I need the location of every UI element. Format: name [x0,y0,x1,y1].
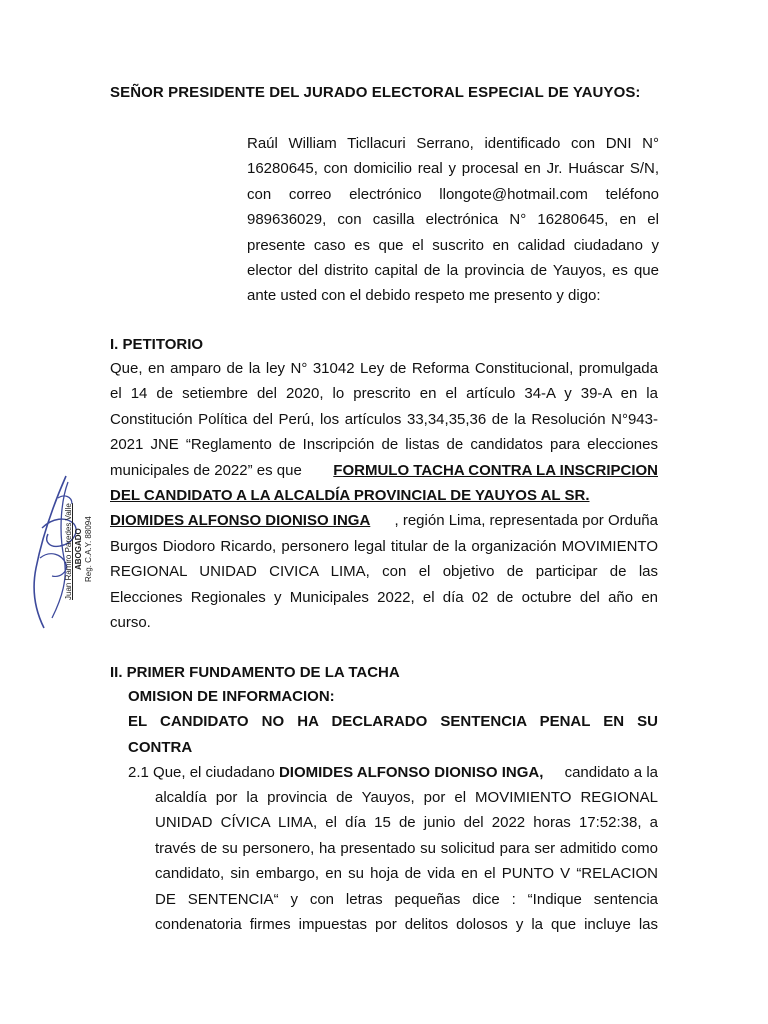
item-line: condenatoria firmes impuestas por delitos dolosos y la que incluye las [155,915,658,933]
item-2-1-body [155,785,658,937]
item-line: candidato, sin embargo, en su hoja de vida en el PUNTO V “RELACION [155,865,658,883]
item-line: DE SENTENCIA“ y con letras pequeñas dice : “Indique sentencia [155,890,658,908]
intro-line: Raúl William Ticllacuri Serrano, identificado con DNI N° [247,135,659,152]
item-line: través de su personero, ha presentado su solicitud para ser admitido como [155,839,658,857]
intro-line: presente caso es que el suscrito en calidad ciudadano y [247,236,659,254]
intro-line: ante usted con el debido respeto me presento y digo: [247,287,601,305]
document-heading: SEÑOR PRESIDENTE DEL JURADO ELECTORAL ESPECIAL DE YAUYOS: [110,84,641,101]
fundamento-subtitle [128,684,658,760]
petitorio-line: Elecciones Regionales y Municipales 2022, el día 02 de octubre del año en [110,588,658,606]
petitorio-tacha-text: FORMULO TACHA CONTRA LA INSCRIPCION [333,461,658,479]
item-line: alcaldía por la provincia de Yauyos, por el MOVIMIENTO REGIONAL [155,789,658,806]
petitorio-line [110,483,658,508]
item-number: 2.1 [128,764,149,781]
petitorio-line: Que, en amparo de la ley N° 31042 Ley de Reforma Constitucional, promulgada [110,360,658,377]
petitorio-line: REGIONAL UNIDAD CIVICA LIMA, con el objetivo de participar de las [110,563,658,581]
candidate-name: DIOMIDES ALFONSO DIONISO INGA [110,512,371,530]
stamp-lawyer-name: Juan Ramiro Paredes Valle [64,503,73,600]
petitorio-line-rest: , región Lima, representada por Orduña [394,512,658,530]
intro-paragraph [247,131,659,309]
subtitle-omision: OMISION DE INFORMACION: [128,688,335,705]
stamp-title: ABOGADO [74,528,83,570]
item-candidate-name: DIOMIDES ALFONSO DIONISO INGA, [278,764,544,781]
intro-line: 989636029, con casilla electrónica N° 16280645, en el [247,211,659,229]
intro-line: elector del distrito capital de la provincia de Yauyos, es que [247,261,659,279]
intro-line: con correo electrónico llongote@hotmail.com teléfono [247,185,659,203]
intro-line: 16280645, con domicilio real y procesal en Jr. Huáscar S/N, [247,160,659,178]
petitorio-line: 2021 JNE “Reglamento de Inscripción de listas de candidatos para elecciones [110,436,658,454]
petitorio-line: el 14 de setiembre del 2020, lo prescrito en el artículo 34-A y 39-A en la [110,385,658,403]
subtitle-sentencia-line: CONTRA [128,738,193,756]
lawyer-stamp [64,450,104,600]
petitorio-line [110,458,658,483]
petitorio-candidate-line: DEL CANDIDATO A LA ALCALDÍA PROVINCIAL DE YAUYOS AL SR. [110,486,590,504]
item-prefix: Que, el ciudadano [148,764,279,781]
item-2-1-first-line [128,760,658,785]
petitorio-line [110,508,658,533]
section-title-petitorio: I. PETITORIO [110,336,204,353]
petitorio-line: Burgos Diodoro Ricardo, personero legal titular de la organización MOVIMIENTO [110,537,658,555]
stamp-registration: Reg. C.A.Y. 88094 [84,516,93,582]
item-line [128,760,658,785]
section-title-fundamento: II. PRIMER FUNDAMENTO DE LA TACHA [110,664,400,681]
item-after: candidato a la [560,764,658,781]
petitorio-line-prefix: municipales de 2022” es que [110,461,306,479]
petitorio-paragraph [110,356,658,635]
item-line: UNIDAD CÍVICA LIMA, el día 15 de junio del 2022 horas 17:52:38, a [155,814,658,832]
petitorio-line: curso. [110,613,151,631]
subtitle-sentencia-line: EL CANDIDATO NO HA DECLARADO SENTENCIA PENAL EN SU [128,713,658,731]
petitorio-line: Constitución Política del Perú, los artículos 33,34,35,36 de la Resolución N°943- [110,410,658,428]
